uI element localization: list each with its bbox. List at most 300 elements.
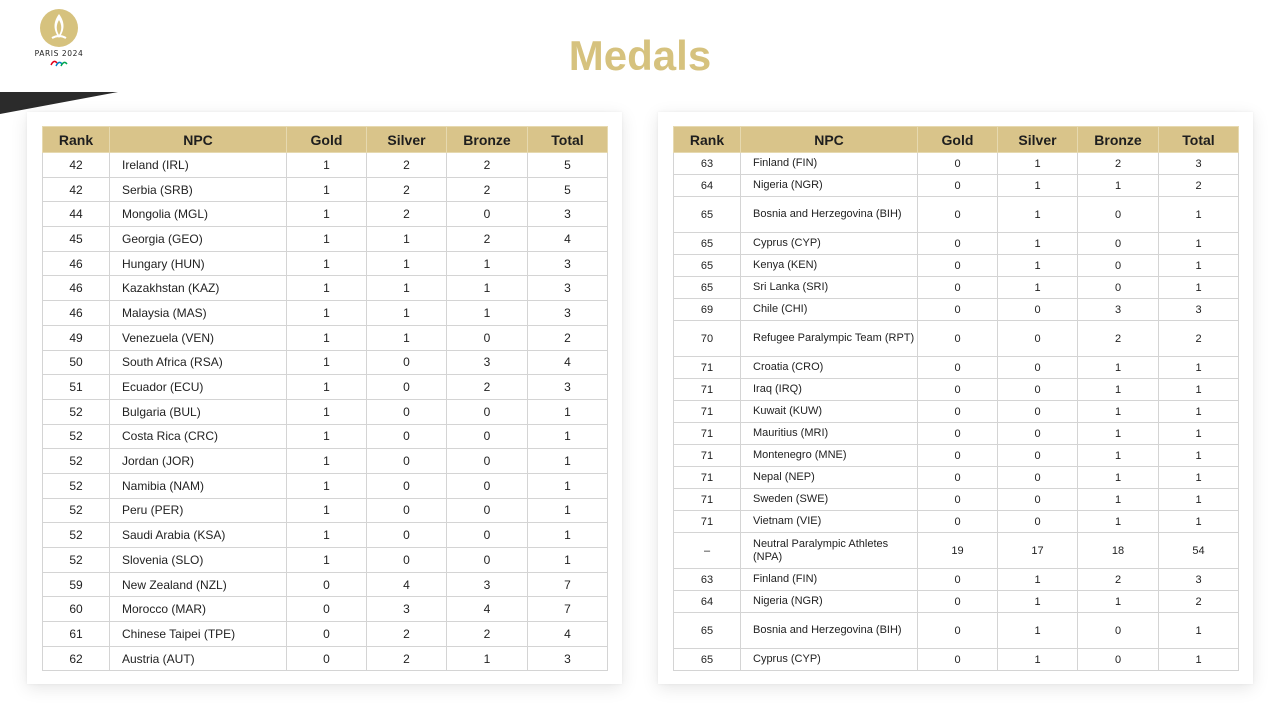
cell-npc: Chile (CHI) xyxy=(741,299,918,321)
cell-silver: 1 xyxy=(998,233,1078,255)
cell-rank: 52 xyxy=(43,498,110,523)
cell-total: 1 xyxy=(528,473,608,498)
cell-rank: 63 xyxy=(674,153,741,175)
cell-total: 4 xyxy=(528,622,608,647)
table-row xyxy=(674,467,1239,489)
cell-silver: 1 xyxy=(367,276,447,301)
cell-npc: Cyprus (CYP) xyxy=(741,649,918,671)
table-row xyxy=(674,321,1239,357)
cell-total: 2 xyxy=(1159,321,1239,357)
cell-total: 1 xyxy=(1159,197,1239,233)
cell-bronze: 2 xyxy=(447,375,528,400)
cell-gold: 0 xyxy=(287,597,367,622)
cell-bronze: 1 xyxy=(1078,591,1159,613)
cell-gold: 1 xyxy=(287,251,367,276)
cell-silver: 0 xyxy=(367,498,447,523)
column-header-silver: Silver xyxy=(367,127,447,153)
column-header-gold: Gold xyxy=(918,127,998,153)
cell-rank: 65 xyxy=(674,277,741,299)
medal-table-right xyxy=(673,126,1239,671)
cell-total: 54 xyxy=(1159,533,1239,569)
cell-npc: Morocco (MAR) xyxy=(110,597,287,622)
cell-gold: 0 xyxy=(918,277,998,299)
column-header-npc: NPC xyxy=(110,127,287,153)
cell-npc: Slovenia (SLO) xyxy=(110,548,287,573)
medal-table-left xyxy=(42,126,608,671)
cell-gold: 0 xyxy=(918,511,998,533)
table-row xyxy=(674,299,1239,321)
cell-rank: 62 xyxy=(43,646,110,671)
decorative-wedge xyxy=(0,92,118,114)
table-row xyxy=(674,255,1239,277)
cell-rank: 52 xyxy=(43,473,110,498)
cell-gold: 0 xyxy=(918,233,998,255)
cell-npc: Sweden (SWE) xyxy=(741,489,918,511)
page-title: Medals xyxy=(568,32,712,79)
cell-rank: 65 xyxy=(674,197,741,233)
cell-rank: 42 xyxy=(43,177,110,202)
medal-table-card-left xyxy=(27,112,622,684)
table-row xyxy=(674,423,1239,445)
cell-silver: 0 xyxy=(998,321,1078,357)
cell-npc: Croatia (CRO) xyxy=(741,357,918,379)
cell-npc: Finland (FIN) xyxy=(741,153,918,175)
cell-total: 3 xyxy=(528,301,608,326)
table-row xyxy=(674,357,1239,379)
cell-silver: 2 xyxy=(367,177,447,202)
table-row xyxy=(674,533,1239,569)
cell-bronze: 1 xyxy=(1078,175,1159,197)
cell-silver: 0 xyxy=(998,299,1078,321)
cell-total: 1 xyxy=(1159,445,1239,467)
cell-rank: 46 xyxy=(43,301,110,326)
table-row xyxy=(674,401,1239,423)
cell-gold: 1 xyxy=(287,227,367,252)
cell-gold: 1 xyxy=(287,375,367,400)
cell-rank: 42 xyxy=(43,153,110,178)
cell-silver: 3 xyxy=(367,597,447,622)
cell-npc: Sri Lanka (SRI) xyxy=(741,277,918,299)
table-row xyxy=(674,445,1239,467)
cell-rank: 45 xyxy=(43,227,110,252)
cell-total: 2 xyxy=(1159,175,1239,197)
cell-bronze: 1 xyxy=(1078,401,1159,423)
cell-gold: 0 xyxy=(918,445,998,467)
cell-rank: 65 xyxy=(674,233,741,255)
cell-silver: 0 xyxy=(998,489,1078,511)
cell-gold: 1 xyxy=(287,276,367,301)
cell-rank: 46 xyxy=(43,276,110,301)
cell-npc: Bosnia and Herzegovina (BIH) xyxy=(741,613,918,649)
cell-silver: 17 xyxy=(998,533,1078,569)
cell-silver: 1 xyxy=(998,175,1078,197)
cell-bronze: 2 xyxy=(447,227,528,252)
cell-total: 3 xyxy=(528,276,608,301)
cell-gold: 0 xyxy=(918,613,998,649)
table-row xyxy=(674,175,1239,197)
cell-rank: 71 xyxy=(674,467,741,489)
cell-total: 3 xyxy=(528,202,608,227)
table-row xyxy=(43,646,608,671)
cell-silver: 0 xyxy=(367,399,447,424)
cell-rank: 52 xyxy=(43,523,110,548)
cell-gold: 0 xyxy=(918,467,998,489)
cell-bronze: 0 xyxy=(1078,233,1159,255)
cell-silver: 0 xyxy=(367,424,447,449)
cell-bronze: 0 xyxy=(447,523,528,548)
cell-total: 5 xyxy=(528,177,608,202)
cell-total: 1 xyxy=(1159,467,1239,489)
cell-npc: Serbia (SRB) xyxy=(110,177,287,202)
cell-npc: Chinese Taipei (TPE) xyxy=(110,622,287,647)
cell-total: 3 xyxy=(528,251,608,276)
table-row xyxy=(43,153,608,178)
cell-total: 1 xyxy=(1159,423,1239,445)
cell-rank: 49 xyxy=(43,325,110,350)
cell-total: 3 xyxy=(528,375,608,400)
table-row xyxy=(43,251,608,276)
cell-npc: Georgia (GEO) xyxy=(110,227,287,252)
cell-silver: 0 xyxy=(367,473,447,498)
table-row xyxy=(43,597,608,622)
cell-total: 3 xyxy=(1159,299,1239,321)
cell-gold: 0 xyxy=(287,622,367,647)
cell-silver: 0 xyxy=(367,523,447,548)
table-header-row xyxy=(43,127,608,153)
cell-bronze: 2 xyxy=(447,153,528,178)
cell-total: 4 xyxy=(528,350,608,375)
cell-total: 1 xyxy=(1159,489,1239,511)
cell-bronze: 1 xyxy=(447,301,528,326)
cell-rank: 71 xyxy=(674,401,741,423)
cell-silver: 1 xyxy=(998,649,1078,671)
table-row xyxy=(674,153,1239,175)
cell-silver: 1 xyxy=(998,197,1078,233)
cell-gold: 0 xyxy=(918,255,998,277)
table-row xyxy=(43,350,608,375)
cell-rank: 52 xyxy=(43,548,110,573)
cell-total: 1 xyxy=(528,498,608,523)
cell-total: 3 xyxy=(1159,153,1239,175)
table-row xyxy=(43,449,608,474)
table-row xyxy=(43,424,608,449)
cell-npc: Refugee Paralympic Team (RPT) xyxy=(741,321,918,357)
cell-total: 1 xyxy=(1159,357,1239,379)
cell-total: 1 xyxy=(1159,649,1239,671)
cell-npc: Cyprus (CYP) xyxy=(741,233,918,255)
cell-rank: 61 xyxy=(43,622,110,647)
cell-gold: 1 xyxy=(287,399,367,424)
cell-gold: 0 xyxy=(918,591,998,613)
cell-gold: 1 xyxy=(287,202,367,227)
cell-silver: 1 xyxy=(998,591,1078,613)
cell-rank: 65 xyxy=(674,649,741,671)
table-row xyxy=(674,569,1239,591)
cell-rank: 64 xyxy=(674,591,741,613)
table-row xyxy=(43,276,608,301)
cell-bronze: 2 xyxy=(447,622,528,647)
table-row xyxy=(43,498,608,523)
cell-bronze: 1 xyxy=(447,646,528,671)
cell-total: 1 xyxy=(1159,511,1239,533)
cell-total: 1 xyxy=(1159,255,1239,277)
cell-bronze: 0 xyxy=(447,548,528,573)
table-row xyxy=(43,177,608,202)
cell-rank: 60 xyxy=(43,597,110,622)
cell-rank: 65 xyxy=(674,613,741,649)
cell-bronze: 0 xyxy=(447,202,528,227)
cell-gold: 1 xyxy=(287,523,367,548)
cell-bronze: 1 xyxy=(1078,357,1159,379)
cell-rank: 59 xyxy=(43,572,110,597)
cell-npc: Kenya (KEN) xyxy=(741,255,918,277)
cell-bronze: 2 xyxy=(1078,321,1159,357)
cell-npc: Kuwait (KUW) xyxy=(741,401,918,423)
cell-npc: South Africa (RSA) xyxy=(110,350,287,375)
cell-npc: Iraq (IRQ) xyxy=(741,379,918,401)
cell-npc: Finland (FIN) xyxy=(741,569,918,591)
cell-rank: 64 xyxy=(674,175,741,197)
cell-bronze: 1 xyxy=(447,276,528,301)
cell-total: 1 xyxy=(528,424,608,449)
table-row xyxy=(43,227,608,252)
cell-total: 1 xyxy=(528,449,608,474)
cell-bronze: 0 xyxy=(447,424,528,449)
cell-bronze: 0 xyxy=(1078,649,1159,671)
cell-rank: 50 xyxy=(43,350,110,375)
cell-silver: 1 xyxy=(998,153,1078,175)
cell-silver: 0 xyxy=(367,548,447,573)
cell-rank: 71 xyxy=(674,423,741,445)
column-header-rank: Rank xyxy=(43,127,110,153)
cell-bronze: 3 xyxy=(447,572,528,597)
table-row xyxy=(43,301,608,326)
cell-npc: Hungary (HUN) xyxy=(110,251,287,276)
cell-silver: 0 xyxy=(367,350,447,375)
column-header-silver: Silver xyxy=(998,127,1078,153)
table-row xyxy=(674,197,1239,233)
column-header-bronze: Bronze xyxy=(447,127,528,153)
cell-silver: 0 xyxy=(367,449,447,474)
cell-gold: 0 xyxy=(918,299,998,321)
cell-gold: 0 xyxy=(918,197,998,233)
cell-npc: New Zealand (NZL) xyxy=(110,572,287,597)
cell-silver: 2 xyxy=(367,622,447,647)
cell-gold: 1 xyxy=(287,301,367,326)
cell-silver: 0 xyxy=(367,375,447,400)
table-row xyxy=(43,473,608,498)
table-row xyxy=(43,572,608,597)
cell-bronze: 1 xyxy=(1078,445,1159,467)
cell-bronze: 2 xyxy=(1078,569,1159,591)
cell-bronze: 3 xyxy=(1078,299,1159,321)
table-header-row xyxy=(674,127,1239,153)
cell-bronze: 18 xyxy=(1078,533,1159,569)
cell-total: 1 xyxy=(1159,233,1239,255)
cell-bronze: 4 xyxy=(447,597,528,622)
cell-rank: 52 xyxy=(43,399,110,424)
cell-rank: 71 xyxy=(674,379,741,401)
cell-npc: Kazakhstan (KAZ) xyxy=(110,276,287,301)
cell-silver: 1 xyxy=(998,613,1078,649)
cell-bronze: 1 xyxy=(1078,489,1159,511)
column-header-npc: NPC xyxy=(741,127,918,153)
cell-total: 1 xyxy=(1159,401,1239,423)
table-row xyxy=(43,202,608,227)
cell-rank: 65 xyxy=(674,255,741,277)
cell-total: 2 xyxy=(528,325,608,350)
cell-silver: 1 xyxy=(998,569,1078,591)
cell-npc: Austria (AUT) xyxy=(110,646,287,671)
table-row xyxy=(674,613,1239,649)
cell-silver: 0 xyxy=(998,357,1078,379)
cell-npc: Venezuela (VEN) xyxy=(110,325,287,350)
cell-gold: 0 xyxy=(918,357,998,379)
cell-total: 1 xyxy=(1159,613,1239,649)
cell-silver: 1 xyxy=(367,251,447,276)
cell-bronze: 0 xyxy=(1078,613,1159,649)
cell-bronze: 0 xyxy=(447,325,528,350)
cell-total: 2 xyxy=(1159,591,1239,613)
cell-bronze: 1 xyxy=(447,251,528,276)
cell-gold: 0 xyxy=(918,423,998,445)
cell-silver: 2 xyxy=(367,646,447,671)
cell-bronze: 0 xyxy=(1078,255,1159,277)
cell-npc: Ecuador (ECU) xyxy=(110,375,287,400)
cell-silver: 4 xyxy=(367,572,447,597)
cell-silver: 2 xyxy=(367,202,447,227)
cell-rank: 71 xyxy=(674,489,741,511)
cell-rank: 52 xyxy=(43,424,110,449)
cell-bronze: 0 xyxy=(1078,277,1159,299)
table-row xyxy=(43,548,608,573)
cell-gold: 1 xyxy=(287,449,367,474)
medal-table-card-right xyxy=(658,112,1253,684)
cell-gold: 0 xyxy=(918,379,998,401)
cell-silver: 1 xyxy=(367,227,447,252)
cell-gold: 1 xyxy=(287,498,367,523)
table-row xyxy=(674,379,1239,401)
cell-total: 1 xyxy=(528,548,608,573)
cell-total: 1 xyxy=(1159,277,1239,299)
cell-bronze: 2 xyxy=(447,177,528,202)
cell-total: 1 xyxy=(528,399,608,424)
cell-gold: 0 xyxy=(287,646,367,671)
cell-bronze: 0 xyxy=(1078,197,1159,233)
cell-rank: 46 xyxy=(43,251,110,276)
cell-npc: Bosnia and Herzegovina (BIH) xyxy=(741,197,918,233)
cell-silver: 1 xyxy=(998,255,1078,277)
cell-total: 1 xyxy=(528,523,608,548)
cell-bronze: 2 xyxy=(1078,153,1159,175)
cell-rank: – xyxy=(674,533,741,569)
cell-gold: 1 xyxy=(287,548,367,573)
cell-total: 5 xyxy=(528,153,608,178)
cell-gold: 1 xyxy=(287,424,367,449)
cell-bronze: 1 xyxy=(1078,467,1159,489)
cell-total: 1 xyxy=(1159,379,1239,401)
table-row xyxy=(43,325,608,350)
column-header-rank: Rank xyxy=(674,127,741,153)
table-row xyxy=(674,277,1239,299)
table-row xyxy=(43,622,608,647)
cell-npc: Mongolia (MGL) xyxy=(110,202,287,227)
cell-silver: 0 xyxy=(998,379,1078,401)
cell-gold: 0 xyxy=(918,321,998,357)
cell-rank: 70 xyxy=(674,321,741,357)
column-header-total: Total xyxy=(528,127,608,153)
cell-gold: 1 xyxy=(287,177,367,202)
cell-silver: 0 xyxy=(998,511,1078,533)
cell-gold: 0 xyxy=(918,153,998,175)
cell-total: 7 xyxy=(528,572,608,597)
cell-bronze: 0 xyxy=(447,399,528,424)
cell-npc: Nigeria (NGR) xyxy=(741,591,918,613)
cell-bronze: 1 xyxy=(1078,423,1159,445)
table-row xyxy=(674,591,1239,613)
cell-rank: 71 xyxy=(674,511,741,533)
cell-silver: 1 xyxy=(367,325,447,350)
cell-npc: Bulgaria (BUL) xyxy=(110,399,287,424)
cell-rank: 71 xyxy=(674,357,741,379)
cell-npc: Peru (PER) xyxy=(110,498,287,523)
cell-total: 3 xyxy=(528,646,608,671)
cell-rank: 63 xyxy=(674,569,741,591)
table-row xyxy=(674,489,1239,511)
cell-npc: Mauritius (MRI) xyxy=(741,423,918,445)
cell-gold: 1 xyxy=(287,473,367,498)
cell-gold: 0 xyxy=(918,649,998,671)
cell-npc: Neutral Paralympic Athletes (NPA) xyxy=(741,533,918,569)
cell-gold: 1 xyxy=(287,350,367,375)
cell-npc: Vietnam (VIE) xyxy=(741,511,918,533)
cell-rank: 52 xyxy=(43,449,110,474)
cell-npc: Ireland (IRL) xyxy=(110,153,287,178)
column-header-gold: Gold xyxy=(287,127,367,153)
table-row xyxy=(43,523,608,548)
cell-silver: 2 xyxy=(367,153,447,178)
column-header-total: Total xyxy=(1159,127,1239,153)
cell-silver: 1 xyxy=(998,277,1078,299)
cell-silver: 1 xyxy=(367,301,447,326)
logo-text: PARIS 2024 xyxy=(34,49,84,58)
cell-npc: Costa Rica (CRC) xyxy=(110,424,287,449)
cell-npc: Nigeria (NGR) xyxy=(741,175,918,197)
cell-rank: 71 xyxy=(674,445,741,467)
cell-npc: Malaysia (MAS) xyxy=(110,301,287,326)
cell-silver: 0 xyxy=(998,467,1078,489)
cell-gold: 1 xyxy=(287,153,367,178)
cell-bronze: 1 xyxy=(1078,511,1159,533)
cell-gold: 0 xyxy=(918,569,998,591)
table-row xyxy=(674,233,1239,255)
table-row xyxy=(674,511,1239,533)
cell-silver: 0 xyxy=(998,423,1078,445)
cell-rank: 51 xyxy=(43,375,110,400)
cell-gold: 0 xyxy=(918,401,998,423)
cell-gold: 1 xyxy=(287,325,367,350)
cell-gold: 0 xyxy=(918,175,998,197)
cell-gold: 0 xyxy=(918,489,998,511)
table-row xyxy=(43,399,608,424)
cell-npc: Nepal (NEP) xyxy=(741,467,918,489)
column-header-bronze: Bronze xyxy=(1078,127,1159,153)
cell-gold: 19 xyxy=(918,533,998,569)
cell-bronze: 0 xyxy=(447,498,528,523)
cell-bronze: 1 xyxy=(1078,379,1159,401)
table-row xyxy=(674,649,1239,671)
cell-silver: 0 xyxy=(998,445,1078,467)
